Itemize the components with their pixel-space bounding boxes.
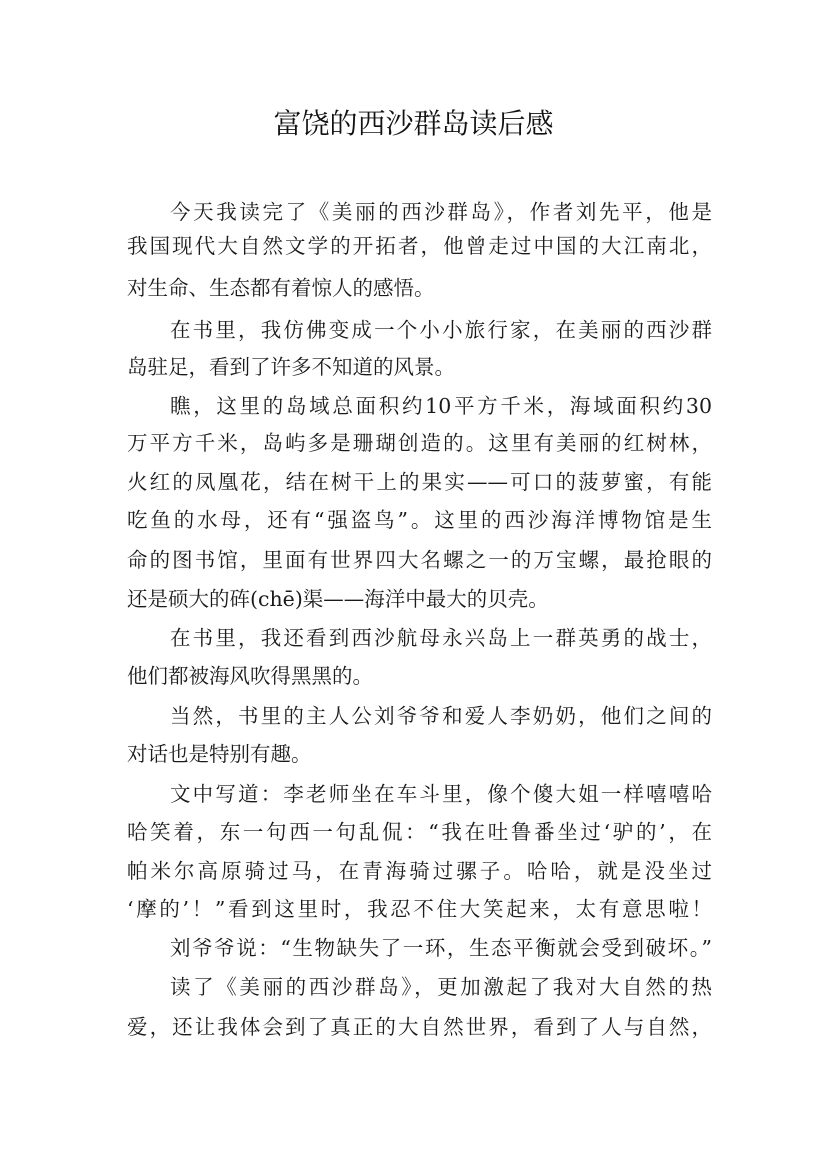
text-line: 瞧，这里的岛域总面积约10平方千米，海域面积约30 [170, 394, 712, 418]
text-line: 对生命、生态都有着惊人的感悟。 [127, 276, 435, 300]
text-line: 万平方千米，岛屿多是珊瑚创造的。这里有美丽的红树林， [127, 431, 712, 455]
text-line: 在书里，我还看到西沙航母永兴岛上一群英勇的战士， [170, 626, 712, 650]
text-line: 今天我读完了《美丽的西沙群岛》，作者刘先平，他是 [170, 200, 712, 224]
text-line: 当然，书里的主人公刘爷爷和爱人李奶奶，他们之间的 [170, 704, 712, 728]
text-line: 在书里，我仿佛变成一个小小旅行家，在美丽的西沙群 [170, 318, 712, 342]
text-line: 火红的凤凰花，结在树干上的果实——可口的菠萝蜜，有能 [127, 470, 712, 494]
text-line: 读了《美丽的西沙群岛》，更加激起了我对大自然的热 [170, 975, 712, 999]
text-line: 命的图书馆，里面有世界四大名螺之一的万宝螺，最抢眼的 [127, 548, 712, 572]
text-line: 还是硕大的砗(chē)渠——海洋中最大的贝壳。 [127, 587, 549, 611]
text-line: 文中写道：李老师坐在车斗里，像个傻大姐一样嘻嘻哈 [170, 782, 712, 806]
text-line: 他们都被海风吹得黑黑的。 [127, 664, 373, 688]
text-line: 吃鱼的水母，还有“强盗鸟”。这里的西沙海洋博物馆是生 [127, 508, 712, 532]
text-line: 我国现代大自然文学的开拓者，他曾走过中国的大江南北， [127, 234, 712, 258]
text-line: 刘爷爷说：“生物缺失了一环，生态平衡就会受到破坏。” [170, 936, 712, 960]
text-line: 岛驻足，看到了许多不知道的风景。 [127, 355, 455, 379]
text-line: 爱，还让我体会到了真正的大自然世界，看到了人与自然， [127, 1015, 712, 1039]
text-line: 帕米尔高原骑过马，在青海骑过骡子。哈哈，就是没坐过 [127, 859, 712, 883]
document-title: 富饶的西沙群岛读后感 [273, 107, 554, 140]
text-line: 哈笑着，东一句西一句乱侃：“我在吐鲁番坐过‘驴的’，在 [127, 820, 712, 844]
text-line: ‘摩的’！”看到这里时，我忍不住大笑起来，太有意思啦！ [127, 897, 712, 921]
text-line: 对话也是特别有趣。 [127, 742, 312, 766]
